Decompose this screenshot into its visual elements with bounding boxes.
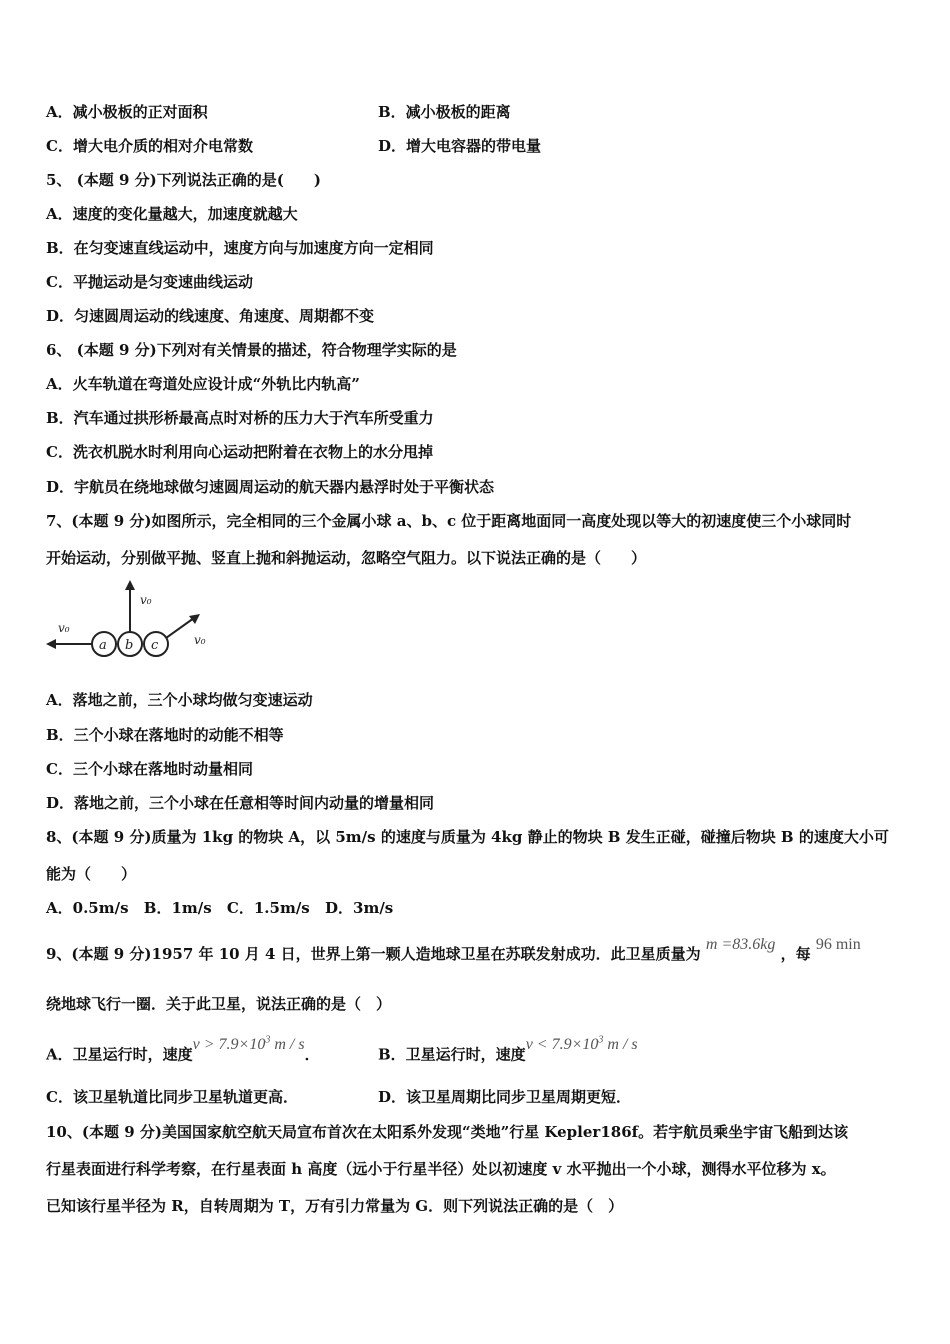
q5-option-d: D．匀速圆周运动的线速度、角速度、周期都不变	[46, 307, 375, 325]
q5-stem: 5、 (本题 9 分)下列说法正确的是( )	[46, 171, 321, 189]
q9-option-d: D．该卫星周期比同步卫星周期更短．	[378, 1088, 632, 1106]
q4-option-b: B．减小极板的距离	[378, 103, 511, 121]
q8-option-c: C．1.5m/s	[226, 899, 310, 917]
q8-option-b: B．1m/s	[143, 899, 212, 917]
q9-option-a	[46, 1035, 320, 1065]
q10-line1: 10、(本题 9 分)美国国家航空航天局宣布首次在太阳系外发现“类地”行星 Kepler186f。若宇航员乘坐宇宙飞船到达该	[46, 1123, 849, 1141]
ball-c-label: c	[151, 638, 159, 653]
diag-arrowhead	[189, 614, 200, 624]
q8-stem-line2: 能为（ ）	[46, 865, 137, 883]
q6-option-a: A．火车轨道在弯道处应设计成“外轨比内轨高”	[46, 375, 360, 393]
q4-option-c: C．增大电介质的相对介电常数	[46, 137, 253, 155]
q8-option-d: D．3m/s	[325, 899, 394, 917]
q7-stem-line1: 7、(本题 9 分)如图所示，完全相同的三个金属小球 a、b、c 位于距离地面同一高度处现以等大的初速度使三个小球同时	[46, 512, 852, 530]
v-up-label: v₀	[140, 593, 152, 607]
q8-options	[46, 898, 403, 918]
diag-arrow-line	[166, 618, 194, 638]
left-arrowhead	[46, 639, 56, 649]
q9-option-c: C．该卫星轨道比同步卫星轨道更高．	[46, 1088, 298, 1106]
q9-stem-line2: 绕地球飞行一圈．关于此卫星，说法正确的是（ ）	[46, 995, 392, 1013]
q4-option-d: D．增大电容器的带电量	[378, 137, 542, 155]
ball-b-label: b	[125, 638, 134, 653]
q9-option-b-text: B．卫星运行时，速度	[378, 1045, 526, 1064]
q9-option-a-text: A．卫星运行时，速度	[46, 1045, 193, 1064]
q6-option-c: C．洗衣机脱水时利用向心运动把附着在衣物上的水分甩掉	[46, 443, 433, 461]
q9-stem-text: 9、(本题 9 分)1957 年 10 月 4 日，世界上第一颗人造地球卫星在苏联发射成功．此卫星质量为	[46, 945, 701, 963]
q7-option-d: D．落地之前，三个小球在任意相等时间内动量的增量相同	[46, 794, 435, 812]
q10-line2: 行星表面进行科学考察，在行星表面 h 高度（远小于行星半径）处以初速度 v 水平抛出一个小球，测得水平位移为 x。	[46, 1160, 836, 1178]
q7-option-c: C．三个小球在落地时动量相同	[46, 760, 253, 778]
q7-figure	[44, 578, 224, 660]
q6-option-b: B．汽车通过拱形桥最高点时对桥的压力大于汽车所受重力	[46, 409, 434, 427]
q7-option-a: A．落地之前，三个小球均做匀变速运动	[46, 691, 313, 709]
q5-option-a: A．速度的变化量越大，加速度就越大	[46, 205, 298, 223]
q9-option-b-formula: $v < 7.9\times 10^3$ m / s	[525, 1035, 638, 1054]
q10-line3: 已知该行星半径为 R，自转周期为 T，万有引力常量为 G．则下列说法正确的是（ ）	[46, 1197, 624, 1215]
q9-option-b	[378, 1035, 638, 1065]
up-arrowhead	[125, 580, 135, 590]
v-left-label: v₀	[58, 621, 70, 635]
q9-period-formula: 96 min	[815, 936, 861, 953]
q9-sep: ，每	[780, 945, 811, 963]
q5-option-c: C．平抛运动是匀变速曲线运动	[46, 273, 253, 291]
q6-option-d: D．宇航员在绕地球做匀速圆周运动的航天器内悬浮时处于平衡状态	[46, 478, 495, 496]
q6-stem: 6、 (本题 9 分)下列对有关情景的描述，符合物理学实际的是	[46, 341, 457, 359]
q9-option-a-formula: $v > 7.9\times 10^3$ m / s	[192, 1035, 305, 1054]
q4-option-a: A．减小极板的正对面积	[46, 103, 208, 121]
q9-option-a-end: ．	[304, 1045, 320, 1064]
q8-option-a: A．0.5m/s	[46, 899, 129, 917]
q7-stem-line2: 开始运动，分别做平抛、竖直上抛和斜抛运动，忽略空气阻力。以下说法正确的是（ ）	[46, 549, 647, 567]
v-right-label: v₀	[194, 633, 206, 647]
q7-option-b: B．三个小球在落地时的动能不相等	[46, 726, 284, 744]
q9-mass-formula: m =83.6kg	[705, 936, 776, 953]
ball-a-label: a	[99, 638, 107, 653]
q5-option-b: B．在匀变速直线运动中，速度方向与加速度方向一定相同	[46, 239, 434, 257]
q8-stem-line1: 8、(本题 9 分)质量为 1kg 的物块 A，以 5m/s 的速度与质量为 4kg 静止的物块 B 发生正碰，碰撞后物块 B 的速度大小可	[46, 828, 889, 846]
q9-stem-line1	[46, 936, 861, 965]
